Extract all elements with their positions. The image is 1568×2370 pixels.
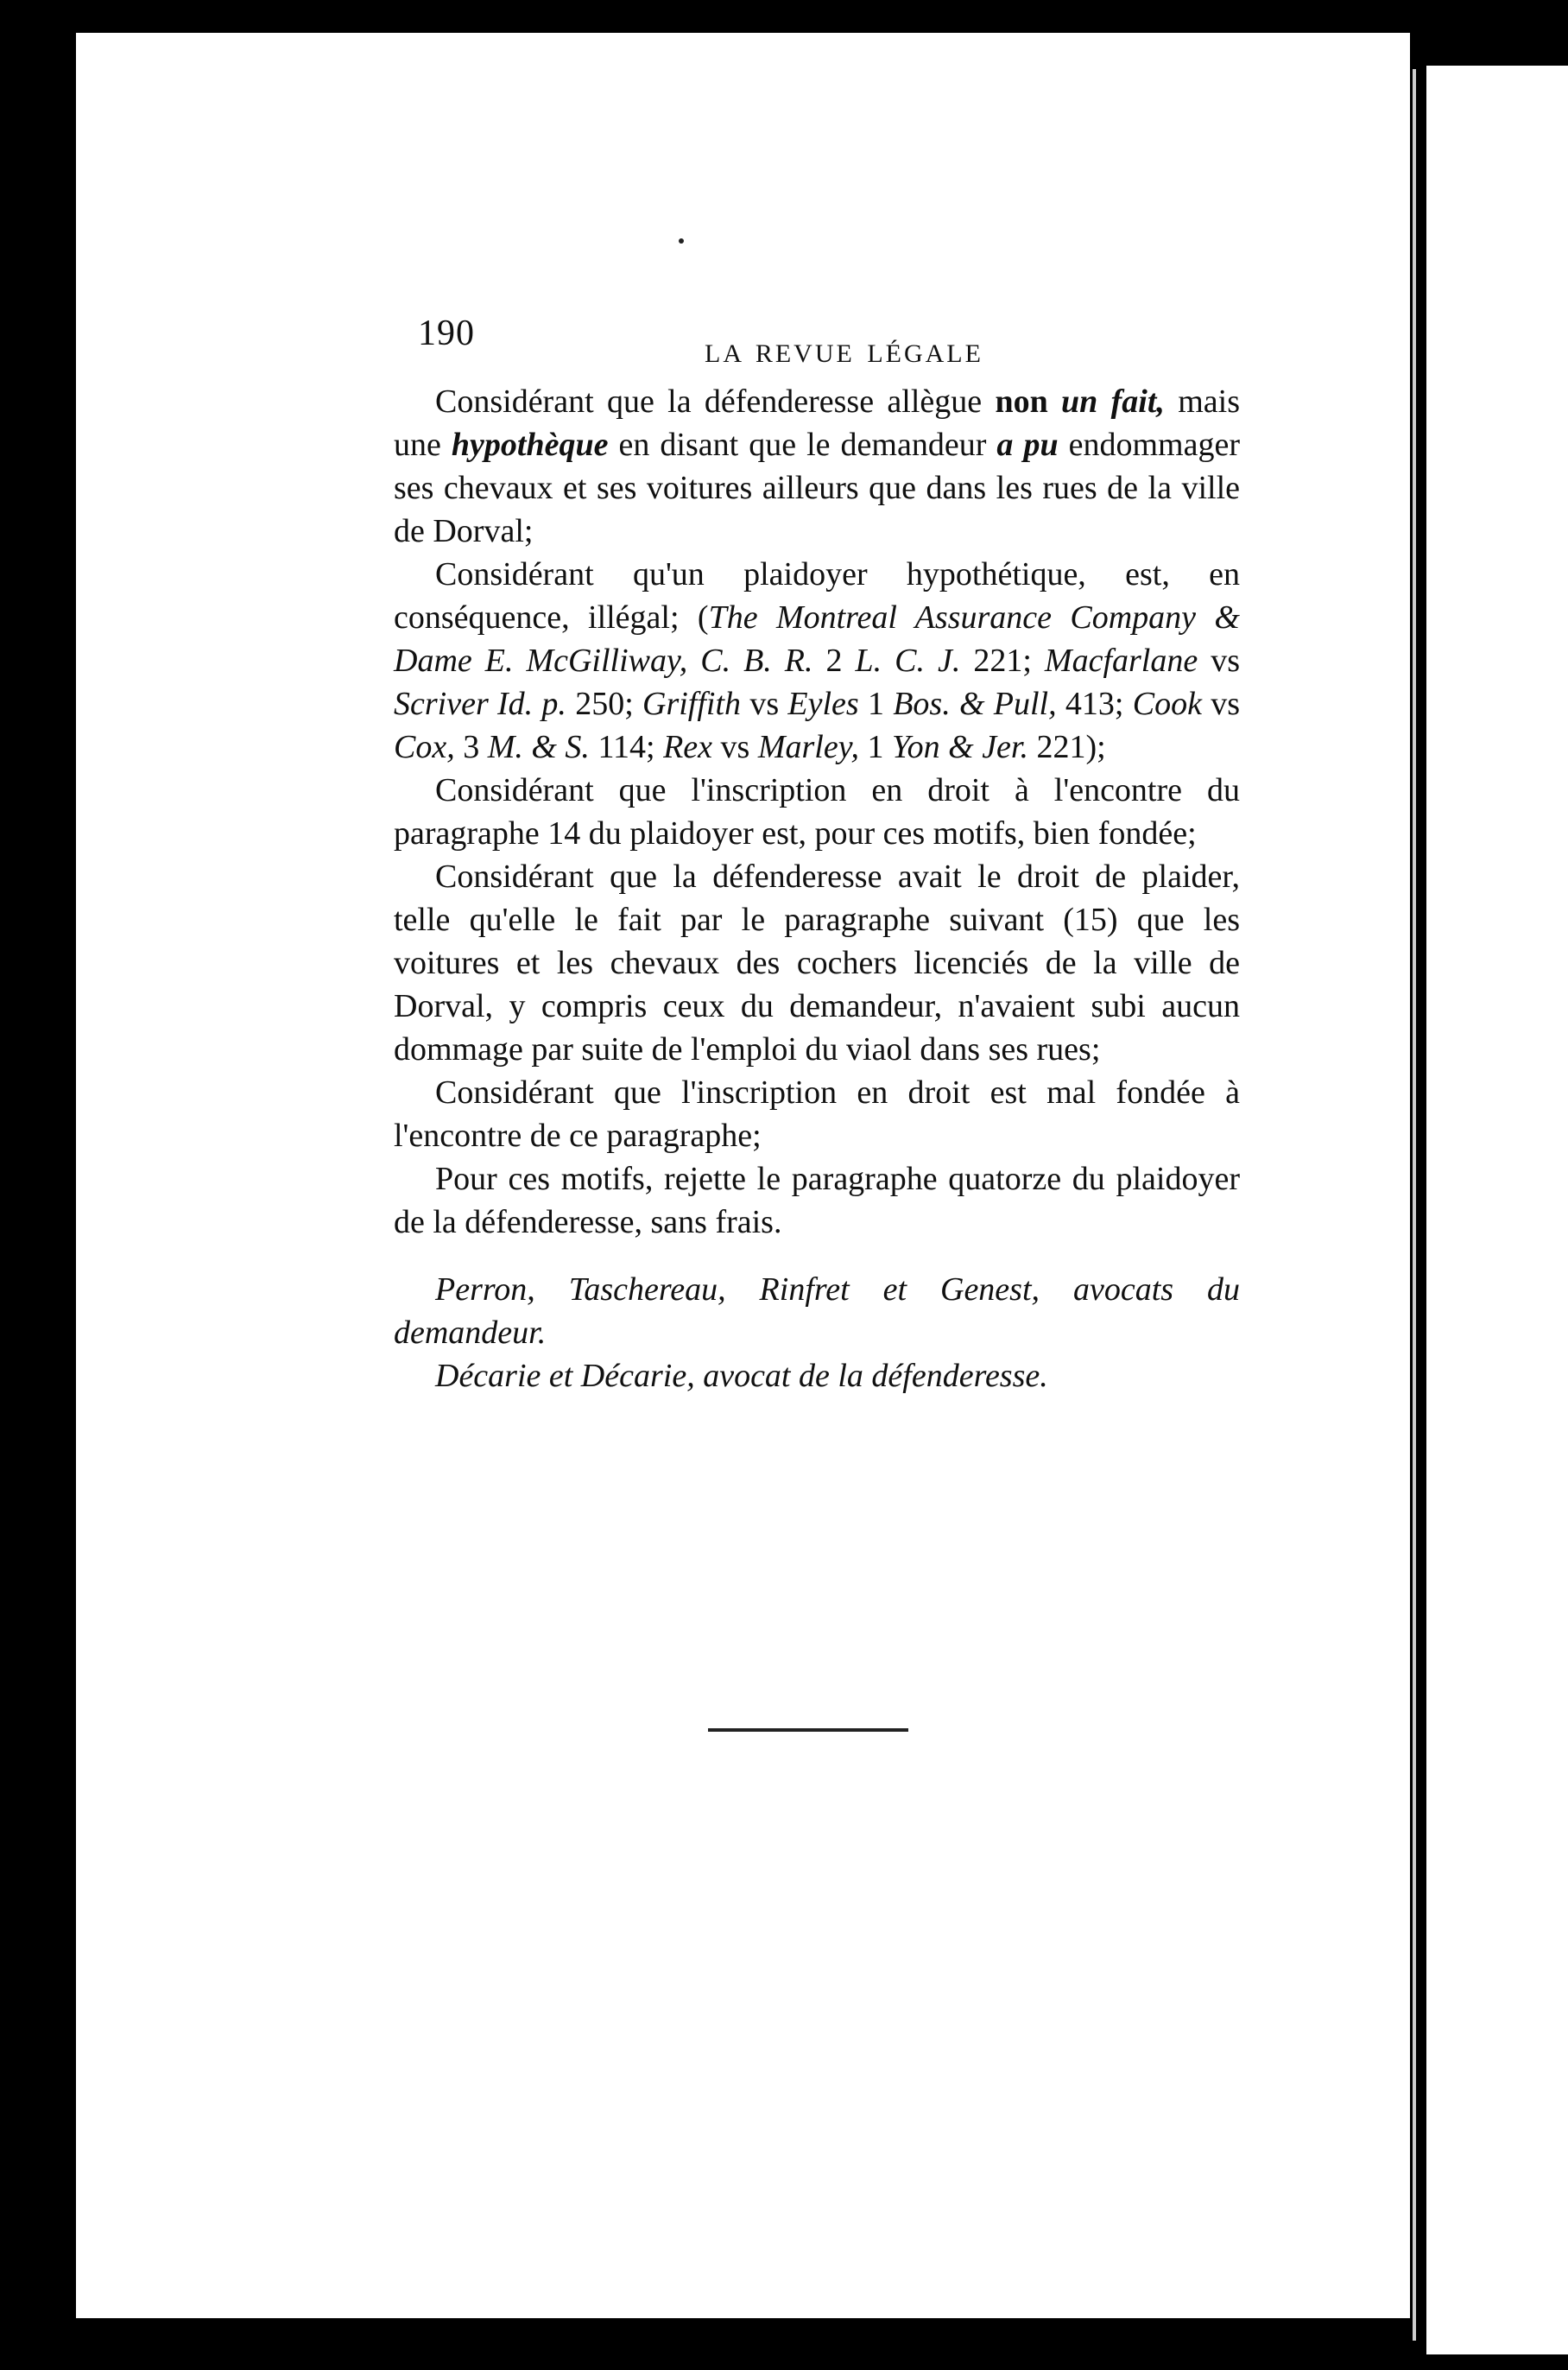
paragraph-6: Pour ces motifs, rejette le paragraphe quatorze du plaidoyer de la défenderesse, sans frais.	[394, 1161, 1240, 1240]
plaintiff-counsel: Perron, Taschereau, Rinfret et Genest, avocats du demandeur.	[394, 1271, 1240, 1351]
defendant-counsel: Décarie et Décarie, avocat de la défenderesse.	[435, 1358, 1048, 1394]
paragraph-5: Considérant que l'inscription en droit est mal fondée à l'encontre de ce paragraphe;	[394, 1074, 1240, 1154]
paragraph-1: Considérant que la défenderesse allègue non un fait, mais une hypothèque en disant que le demandeur a pu endommager ses chevaux et ses voitures ailleurs que dans les rues de la ville de Dorval;	[394, 383, 1240, 549]
page-number: 190	[418, 314, 475, 353]
paragraph-3: Considérant que l'inscription en droit à l'encontre du paragraphe 14 du plaidoyer est, pour ces motifs, bien fondée;	[394, 772, 1240, 852]
counsel-signatures	[394, 1268, 1240, 1397]
page-gutter-line	[1413, 69, 1416, 2341]
adjacent-page-edge	[1426, 66, 1568, 2354]
body-text	[394, 380, 1240, 1397]
running-head: LA REVUE LÉGALE	[705, 339, 983, 368]
paragraph-4: Considérant que la défenderesse avait le droit de plaider, telle qu'elle le fait par le paragraphe suivant (15) que les voitures et les chevaux des cochers licenciés de la ville de Dorval, y compris ceux du demandeur, n'avaient subi aucun dommage par suite de l'emploi du viaol dans ses rues;	[394, 859, 1240, 1068]
section-end-rule	[708, 1728, 908, 1732]
print-speck	[679, 238, 684, 244]
paragraph-2: Considérant qu'un plaidoyer hypothétique, est, en conséquence, illégal; (The Montreal Assurance Company & Dame E. McGilliway, C. B. R. 2 L. C. J. 221; Macfarlane vs Scriver Id. p. 250; Griffith vs Eyles 1 Bos. & Pull, 413; Cook vs Cox, 3 M. & S. 114; Rex vs Marley, 1 Yon & Jer. 221);	[394, 556, 1241, 765]
